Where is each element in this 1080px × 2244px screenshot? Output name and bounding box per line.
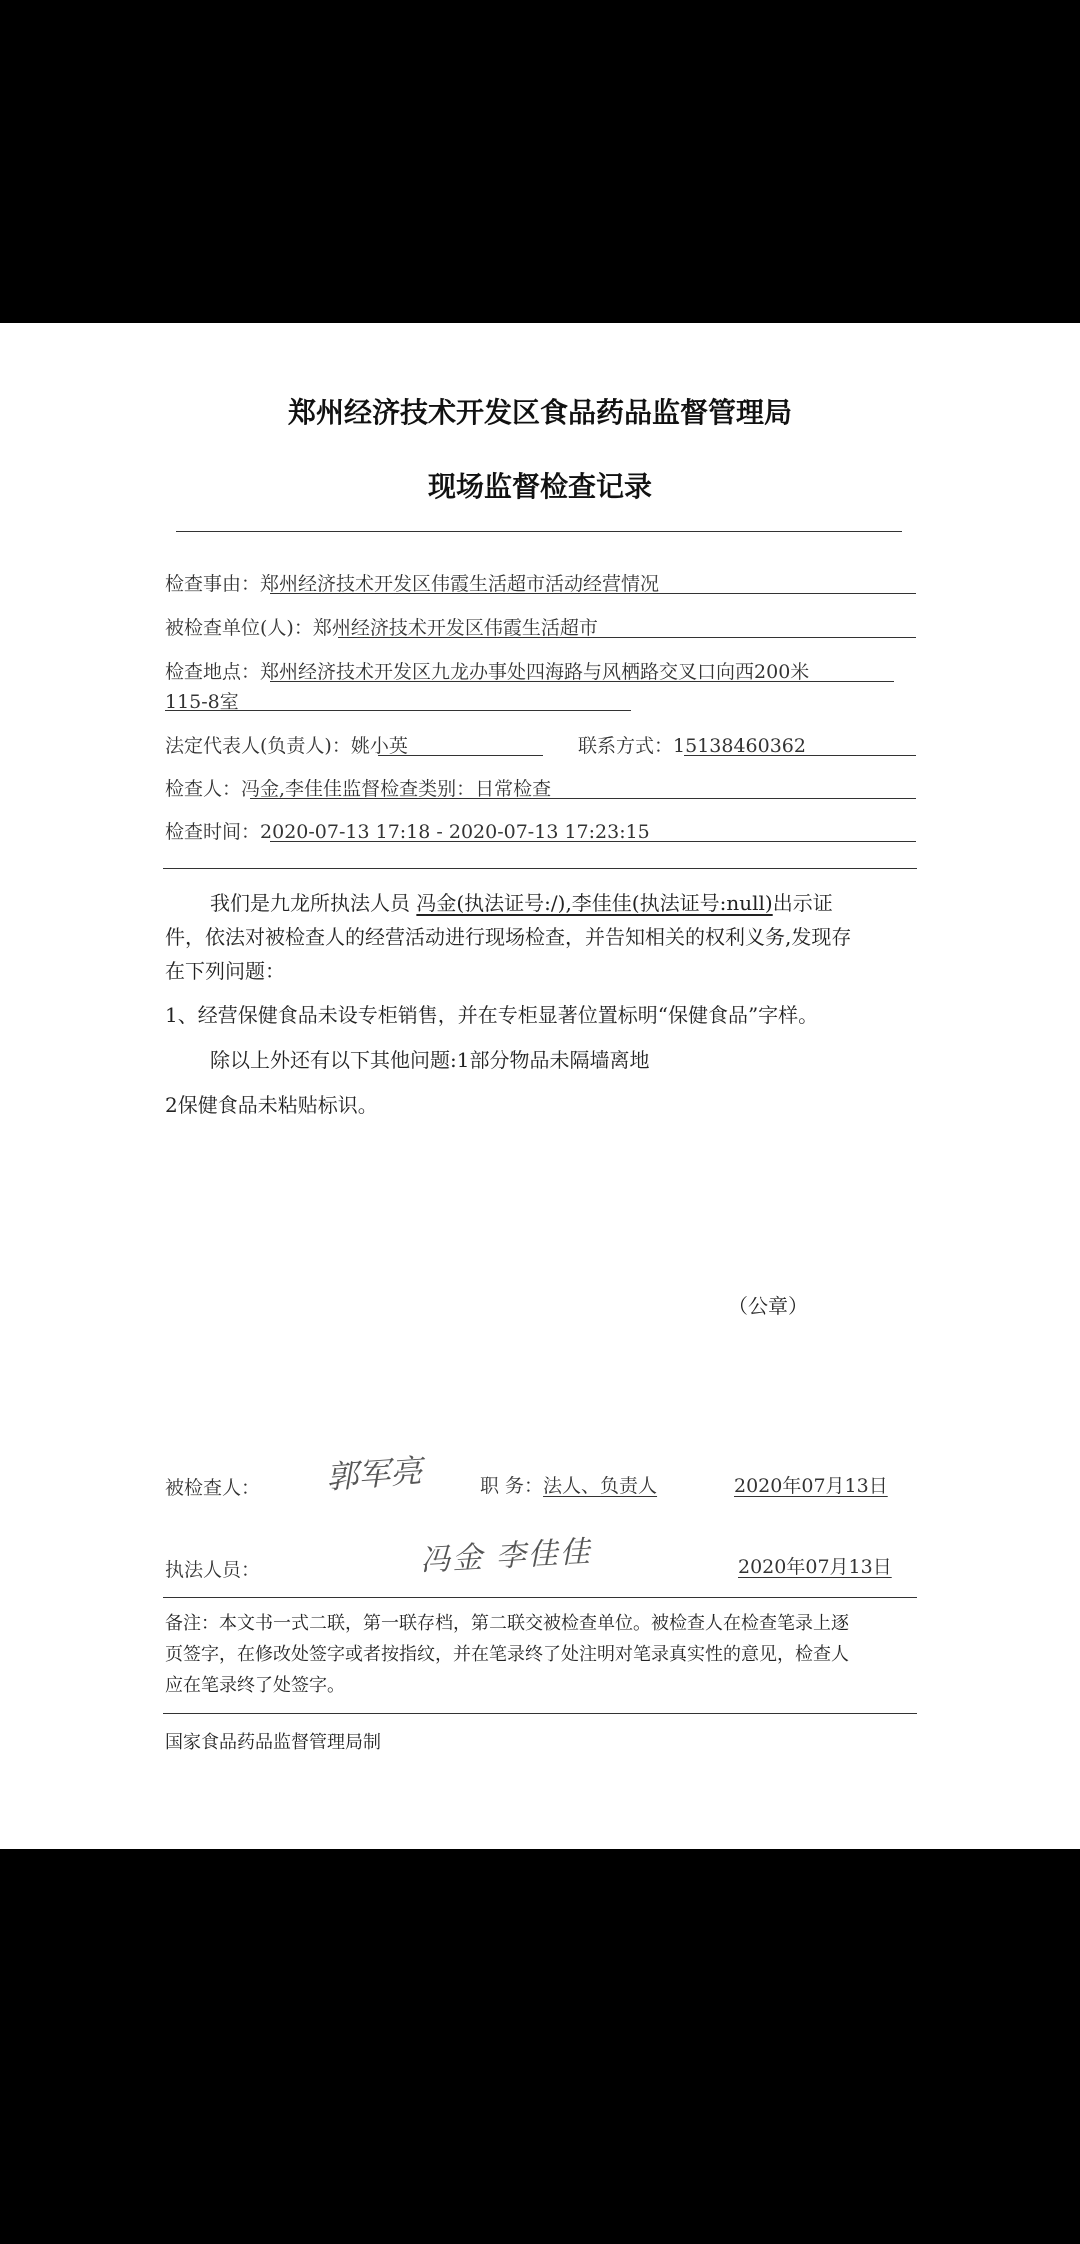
reason-underline: [270, 593, 916, 594]
reason-row: [165, 569, 659, 596]
legal-row: [165, 731, 408, 758]
signature-divider: [163, 1597, 917, 1598]
unit-underline: [338, 637, 916, 638]
location-underline-1: [270, 681, 894, 682]
unit-value: 郑州经济技术开发区伟霞生活超市: [312, 617, 598, 639]
position-value: 法人、负责人: [543, 1475, 658, 1497]
note-divider: [163, 1713, 917, 1714]
seal-label: （公章）: [728, 1294, 808, 1318]
legal-label: 法定代表人(负责人)：: [165, 735, 351, 757]
contact-row: [578, 731, 806, 758]
location-underline-2: [165, 710, 631, 711]
officer-label: 执法人员：: [165, 1559, 261, 1581]
location-row: [165, 657, 809, 684]
intro-line-1: [210, 886, 833, 920]
intro-line-2: 件，依法对被检查人的经营活动进行现场检查，并告知相关的权利义务,发现存: [165, 925, 852, 949]
inspector-value: 冯金,李佳佳: [241, 778, 343, 800]
unit-label: 被检查单位(人)：: [165, 617, 313, 639]
intro-line-3: 在下列问题：: [165, 959, 285, 983]
note-line-3: 应在笔录终了处签字。: [165, 1675, 345, 1696]
fields-divider: [163, 868, 917, 869]
time-underline: [270, 841, 916, 842]
issue-1: 1、经营保健食品未设专柜销售，并在专柜显著位置标明“保健食品”字样。: [165, 1003, 819, 1027]
title-divider: [176, 531, 902, 532]
intro-prefix: 我们是九龙所执法人员: [210, 891, 417, 915]
inspector-row: [165, 774, 551, 801]
inspected-signature: 郭军亮: [324, 1451, 424, 1497]
legal-underline: [378, 755, 543, 756]
contact-value: 15138460362: [673, 735, 806, 757]
inspected-label: 被检查人：: [165, 1477, 261, 1499]
footer-issuer: 国家食品药品监督管理局制: [165, 1732, 381, 1753]
document-page: [0, 323, 1080, 1849]
position-row: [480, 1471, 657, 1498]
inspector-label: 检查人：: [165, 778, 242, 800]
reason-label: 检查事由：: [165, 573, 261, 595]
position-label: 职 务：: [480, 1475, 544, 1497]
unit-row: [165, 613, 598, 640]
location-label: 检查地点：: [165, 661, 261, 683]
intro-suffix: 出示证: [772, 891, 833, 915]
reason-value: 郑州经济技术开发区伟霞生活超市活动经营情况: [260, 573, 660, 595]
note-line-1: 备注：本文书一式二联，第一联存档，第二联交被检查单位。被检查人在检查笔录上逐: [165, 1613, 849, 1634]
contact-underline: [684, 755, 916, 756]
location-value-1: 郑州经济技术开发区九龙办事处四海路与风栖路交叉口向西200米: [260, 661, 810, 683]
other-issues-line-1: 除以上外还有以下其他问题:1部分物品未隔墙离地: [210, 1048, 650, 1072]
time-value: 2020-07-13 17:18 - 2020-07-13 17:23:15: [260, 821, 650, 843]
document-title: 郑州经济技术开发区食品药品监督管理局: [287, 396, 792, 429]
category-value: 日常检查: [475, 778, 552, 800]
document-subtitle: 现场监督检查记录: [427, 470, 652, 503]
inspector-underline: [250, 798, 916, 799]
contact-label: 联系方式：: [578, 735, 674, 757]
legal-value: 姚小英: [350, 735, 408, 757]
intro-officers: 冯金(执法证号:/),李佳佳(执法证号:null): [416, 891, 773, 915]
note-line-2: 页签字，在修改处签字或者按指纹，并在笔录终了处注明对笔录真实性的意见，检查人: [165, 1644, 849, 1665]
officer-date: 2020年07月13日: [738, 1556, 892, 1578]
time-row: [165, 817, 650, 844]
category-label: 监督检查类别：: [342, 778, 476, 800]
inspected-date: 2020年07月13日: [734, 1475, 888, 1497]
other-issues-line-2: 2保健食品未粘贴标识。: [165, 1093, 378, 1117]
officer-signature: 冯金 李佳佳: [419, 1534, 593, 1579]
location-value-2: 115-8室: [165, 691, 239, 713]
time-label: 检查时间：: [165, 821, 261, 843]
